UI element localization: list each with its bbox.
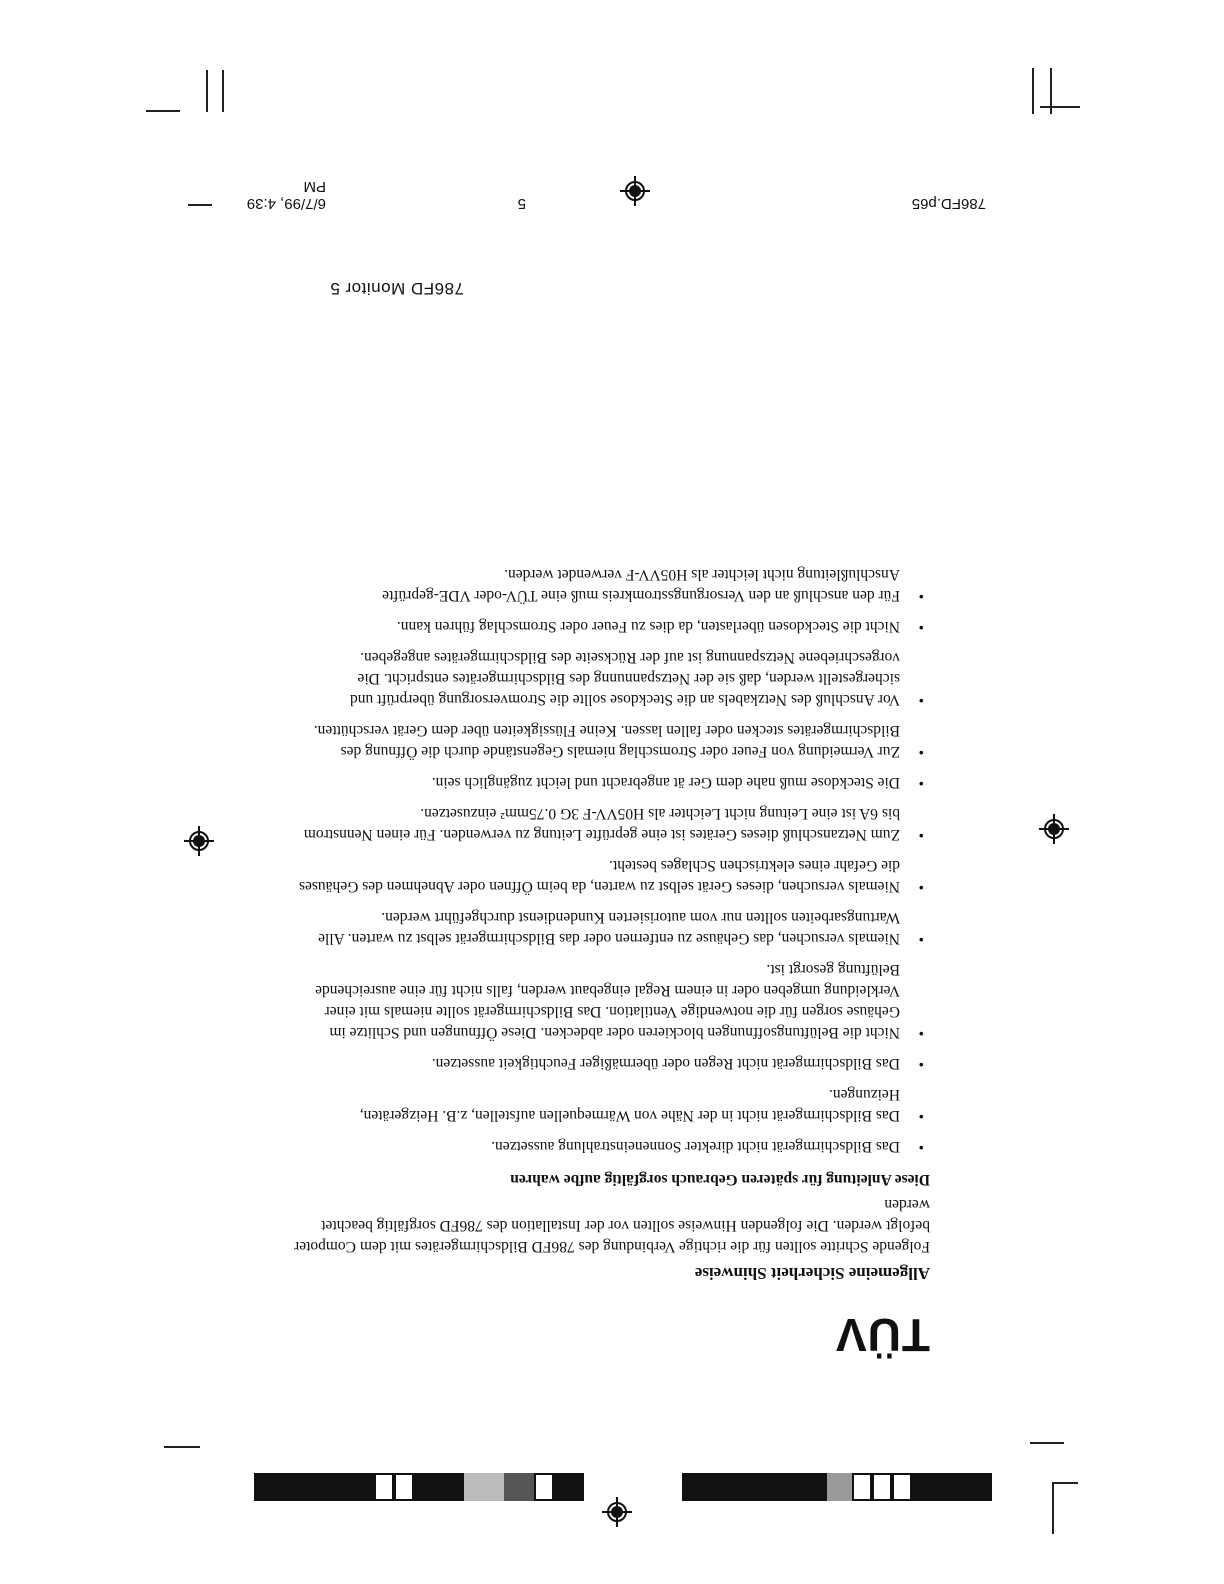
color-bar-right	[254, 1473, 584, 1501]
crop-mark	[1040, 106, 1080, 108]
list-item: • Das Bildschirmgerät nicht direkter Sonneneinstrahlung aussetzen.	[290, 1136, 930, 1157]
list-item: • Nicht die Belüftungsoffnungen blockieren oder abdecken. Diese Öffnungen und Schlitze im Gehäuse sorgen für die notwendige Ventilation. Das Bildschirmgerät sollte niemals mit einer Verkleidung umgeben oder in einem Regal eingebaut werden, falls nicht für eine ausreichende Belüftung gesorgt ist.	[290, 959, 930, 1043]
list-item: • Zum Netzanschluß dieses Gerätes ist eine geprüfte Leitung zu verwenden. Für einen Nennstrom bis 6A ist eine Leitung nicht Leichter als H05VV-F 3G 0.75mm² einzusetzen.	[290, 803, 930, 845]
crop-mark	[1030, 1442, 1064, 1444]
crop-mark	[164, 1446, 200, 1448]
header-file: 786FD.p65	[911, 195, 986, 212]
header-timestamp: 6/7/99, 4:39 PM	[246, 178, 326, 212]
tuv-logo: TÜV	[835, 1309, 930, 1361]
list-item: • Für den anschluß an den Versorgungsstromkreis muß eine TÜV-oder VDE-geprüfte Anschlußleitung nicht leichter als H05VV-F verwendet werden.	[290, 564, 930, 606]
registration-mark-icon	[184, 826, 214, 856]
list-item: • Zur Vermeidung von Feuer oder Stromschlag niemals Gegenstände durch die Öffnung des Bildschirmgerätes stecken oder fallen lassen. Keine Flüssigkeiten über dem Gerät verschütten.	[290, 720, 930, 762]
intro-note: Diese Anleitung für späteren Gebrauch sorgfältig aufbe wahren	[510, 1171, 930, 1188]
list-item: • Nicht die Steckdosen überlasten, da dies zu Feuer oder Stromschlag führen kann.	[290, 616, 930, 637]
section-title: Allgemeine Sicherheit Shinweise	[694, 1264, 930, 1283]
document-body	[290, 554, 930, 1361]
crop-mark	[1052, 1482, 1078, 1484]
crop-mark	[1050, 68, 1052, 114]
list-item: • Niemals versuchen, das Gehäuse zu entfernen oder das Bildschirmgerät selbst zu warten. Alle Wartungsarbeiten sollten nur vom autorisierten Kundendienst durchgeführt werden.	[290, 907, 930, 949]
registration-mark-icon	[602, 1497, 632, 1527]
registration-mark-icon	[1039, 814, 1069, 844]
crop-mark	[1032, 68, 1034, 114]
safety-list	[290, 564, 930, 1157]
crop-mark	[222, 70, 224, 112]
list-item: • Niemals versuchen, dieses Gerät selbst zu warten, da beim Öffnen oder Abnehmen des Gehäuses die Gefahr eines elektrischen Schlages besteht.	[290, 855, 930, 897]
list-item: • Die Steckdose muß nahe dem Ger ät angebracht und leicht zugänglich sein.	[290, 772, 930, 793]
intro-paragraph: Folgende Schritte sollten für die richtige Verbindung des 786FD Bildschirmgerätes mit dem Compoter befolgt werden. Die folgenden Hinweise sollten vor der Installation des 786FD sorgfältig beachtet werden	[294, 1196, 930, 1255]
list-item: • Das Bildschirmgerät nicht in der Nähe von Wärmequellen aufstellen, z.B. Heizgeräten, Heizungen.	[290, 1084, 930, 1126]
header-page: 5	[517, 195, 526, 212]
crop-mark	[1052, 1484, 1054, 1534]
list-item: • Vor Anschluß des Netzkabels an die Steckdose sollte die Stromversorgung überprüft und sichergestellt werden, daß sie der Netzspannunng des Bildschirmgerätes entspricht. Die vorgeschriebene Netzspannung ist auf der Rückseite des Bildschirmgerätes angegeben.	[290, 647, 930, 710]
crop-mark	[188, 204, 212, 206]
running-head: 786FD Monitor 5	[329, 279, 464, 298]
crop-mark	[146, 110, 180, 112]
file-header	[226, 178, 986, 212]
crop-mark	[206, 70, 208, 112]
color-bar-left	[682, 1473, 992, 1501]
list-item: • Das Bildschirmgerät nicht Regen oder übermäßiger Feuchtigkeit aussetzen.	[290, 1053, 930, 1074]
